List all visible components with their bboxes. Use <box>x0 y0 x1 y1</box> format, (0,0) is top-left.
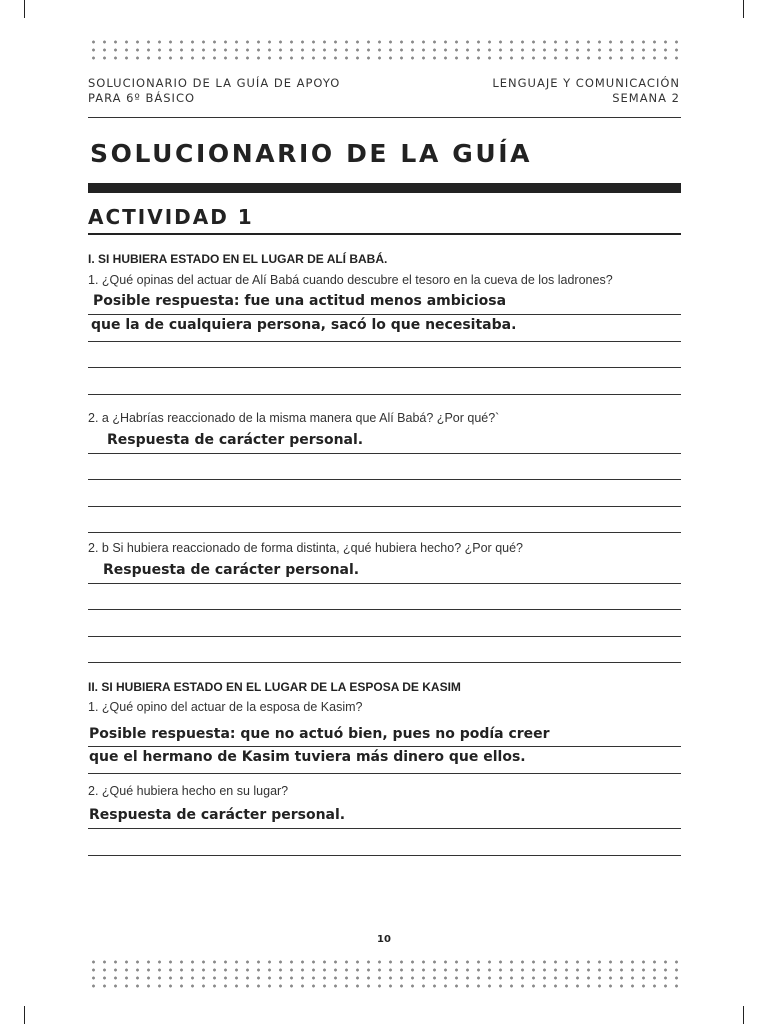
header-left-line2: PARA 6º BÁSICO <box>88 91 196 105</box>
header-right-line1: LENGUAJE Y COMUNICACIÓN <box>492 76 680 90</box>
activity-underline <box>88 233 681 235</box>
header-left-line1: SOLUCIONARIO DE LA GUÍA DE APOYO <box>88 76 341 90</box>
section2-answer2: Respuesta de carácter personal. <box>89 807 346 823</box>
answer-line <box>88 479 681 480</box>
answer-line <box>88 394 681 395</box>
section2-answer1-line1: Posible respuesta: que no actuó bien, pues no podía creer <box>89 726 550 742</box>
section2-answer1-line2: que el hermano de Kasim tuviera más dinero que ellos. <box>89 749 526 765</box>
section1-heading: I. SI HUBIERA ESTADO EN EL LUGAR DE ALÍ BABÁ. <box>88 252 388 266</box>
section1-question2b: 2. b Si hubiera reaccionado de forma distinta, ¿qué hubiera hecho? ¿Por qué? <box>88 541 523 555</box>
page-number: 10 <box>377 934 391 945</box>
answer-line <box>88 314 681 315</box>
section1-answer1-line2: que la de cualquiera persona, sacó lo que necesitaba. <box>91 317 517 333</box>
page-title: SOLUCIONARIO DE LA GUÍA <box>90 139 533 168</box>
crop-mark-bottom-left <box>24 1006 25 1024</box>
title-bar <box>88 183 681 193</box>
answer-line <box>88 662 681 663</box>
section1-answer2b: Respuesta de carácter personal. <box>103 562 360 578</box>
answer-line <box>88 453 681 454</box>
crop-mark-bottom-right <box>743 1006 744 1024</box>
answer-line <box>88 367 681 368</box>
crop-mark-top-left <box>24 0 25 18</box>
header-divider <box>88 117 681 118</box>
crop-mark-top-right <box>743 0 744 18</box>
answer-line <box>88 773 681 774</box>
header-right <box>492 76 680 106</box>
section2-heading: II. SI HUBIERA ESTADO EN EL LUGAR DE LA ESPOSA DE KASIM <box>88 680 461 694</box>
answer-line <box>88 506 681 507</box>
header-right-line2: SEMANA 2 <box>612 91 680 105</box>
section2-question1: 1. ¿Qué opino del actuar de la esposa de Kasim? <box>88 700 363 714</box>
answer-line <box>88 828 681 829</box>
section2-question2: 2. ¿Qué hubiera hecho en su lugar? <box>88 784 289 798</box>
header-left <box>88 76 340 106</box>
answer-line <box>88 532 681 533</box>
answer-line <box>88 636 681 637</box>
answer-line <box>88 609 681 610</box>
answer-line <box>88 341 681 342</box>
section1-question1: 1. ¿Qué opinas del actuar de Alí Babá cuando descubre el tesoro en la cueva de los ladrones? <box>88 273 613 287</box>
bottom-dotted-border <box>88 958 682 990</box>
section1-question2a: 2. a ¿Habrías reaccionado de la misma manera que Alí Babá? ¿Por qué?` <box>88 411 500 425</box>
activity-heading: ACTIVIDAD 1 <box>88 205 254 229</box>
answer-line <box>88 583 681 584</box>
answer-line <box>88 855 681 856</box>
section1-answer2a: Respuesta de carácter personal. <box>107 432 364 448</box>
top-dotted-border <box>88 38 682 62</box>
answer-line <box>88 746 681 747</box>
section1-answer1-line1: Posible respuesta: fue una actitud menos ambiciosa <box>93 293 507 309</box>
